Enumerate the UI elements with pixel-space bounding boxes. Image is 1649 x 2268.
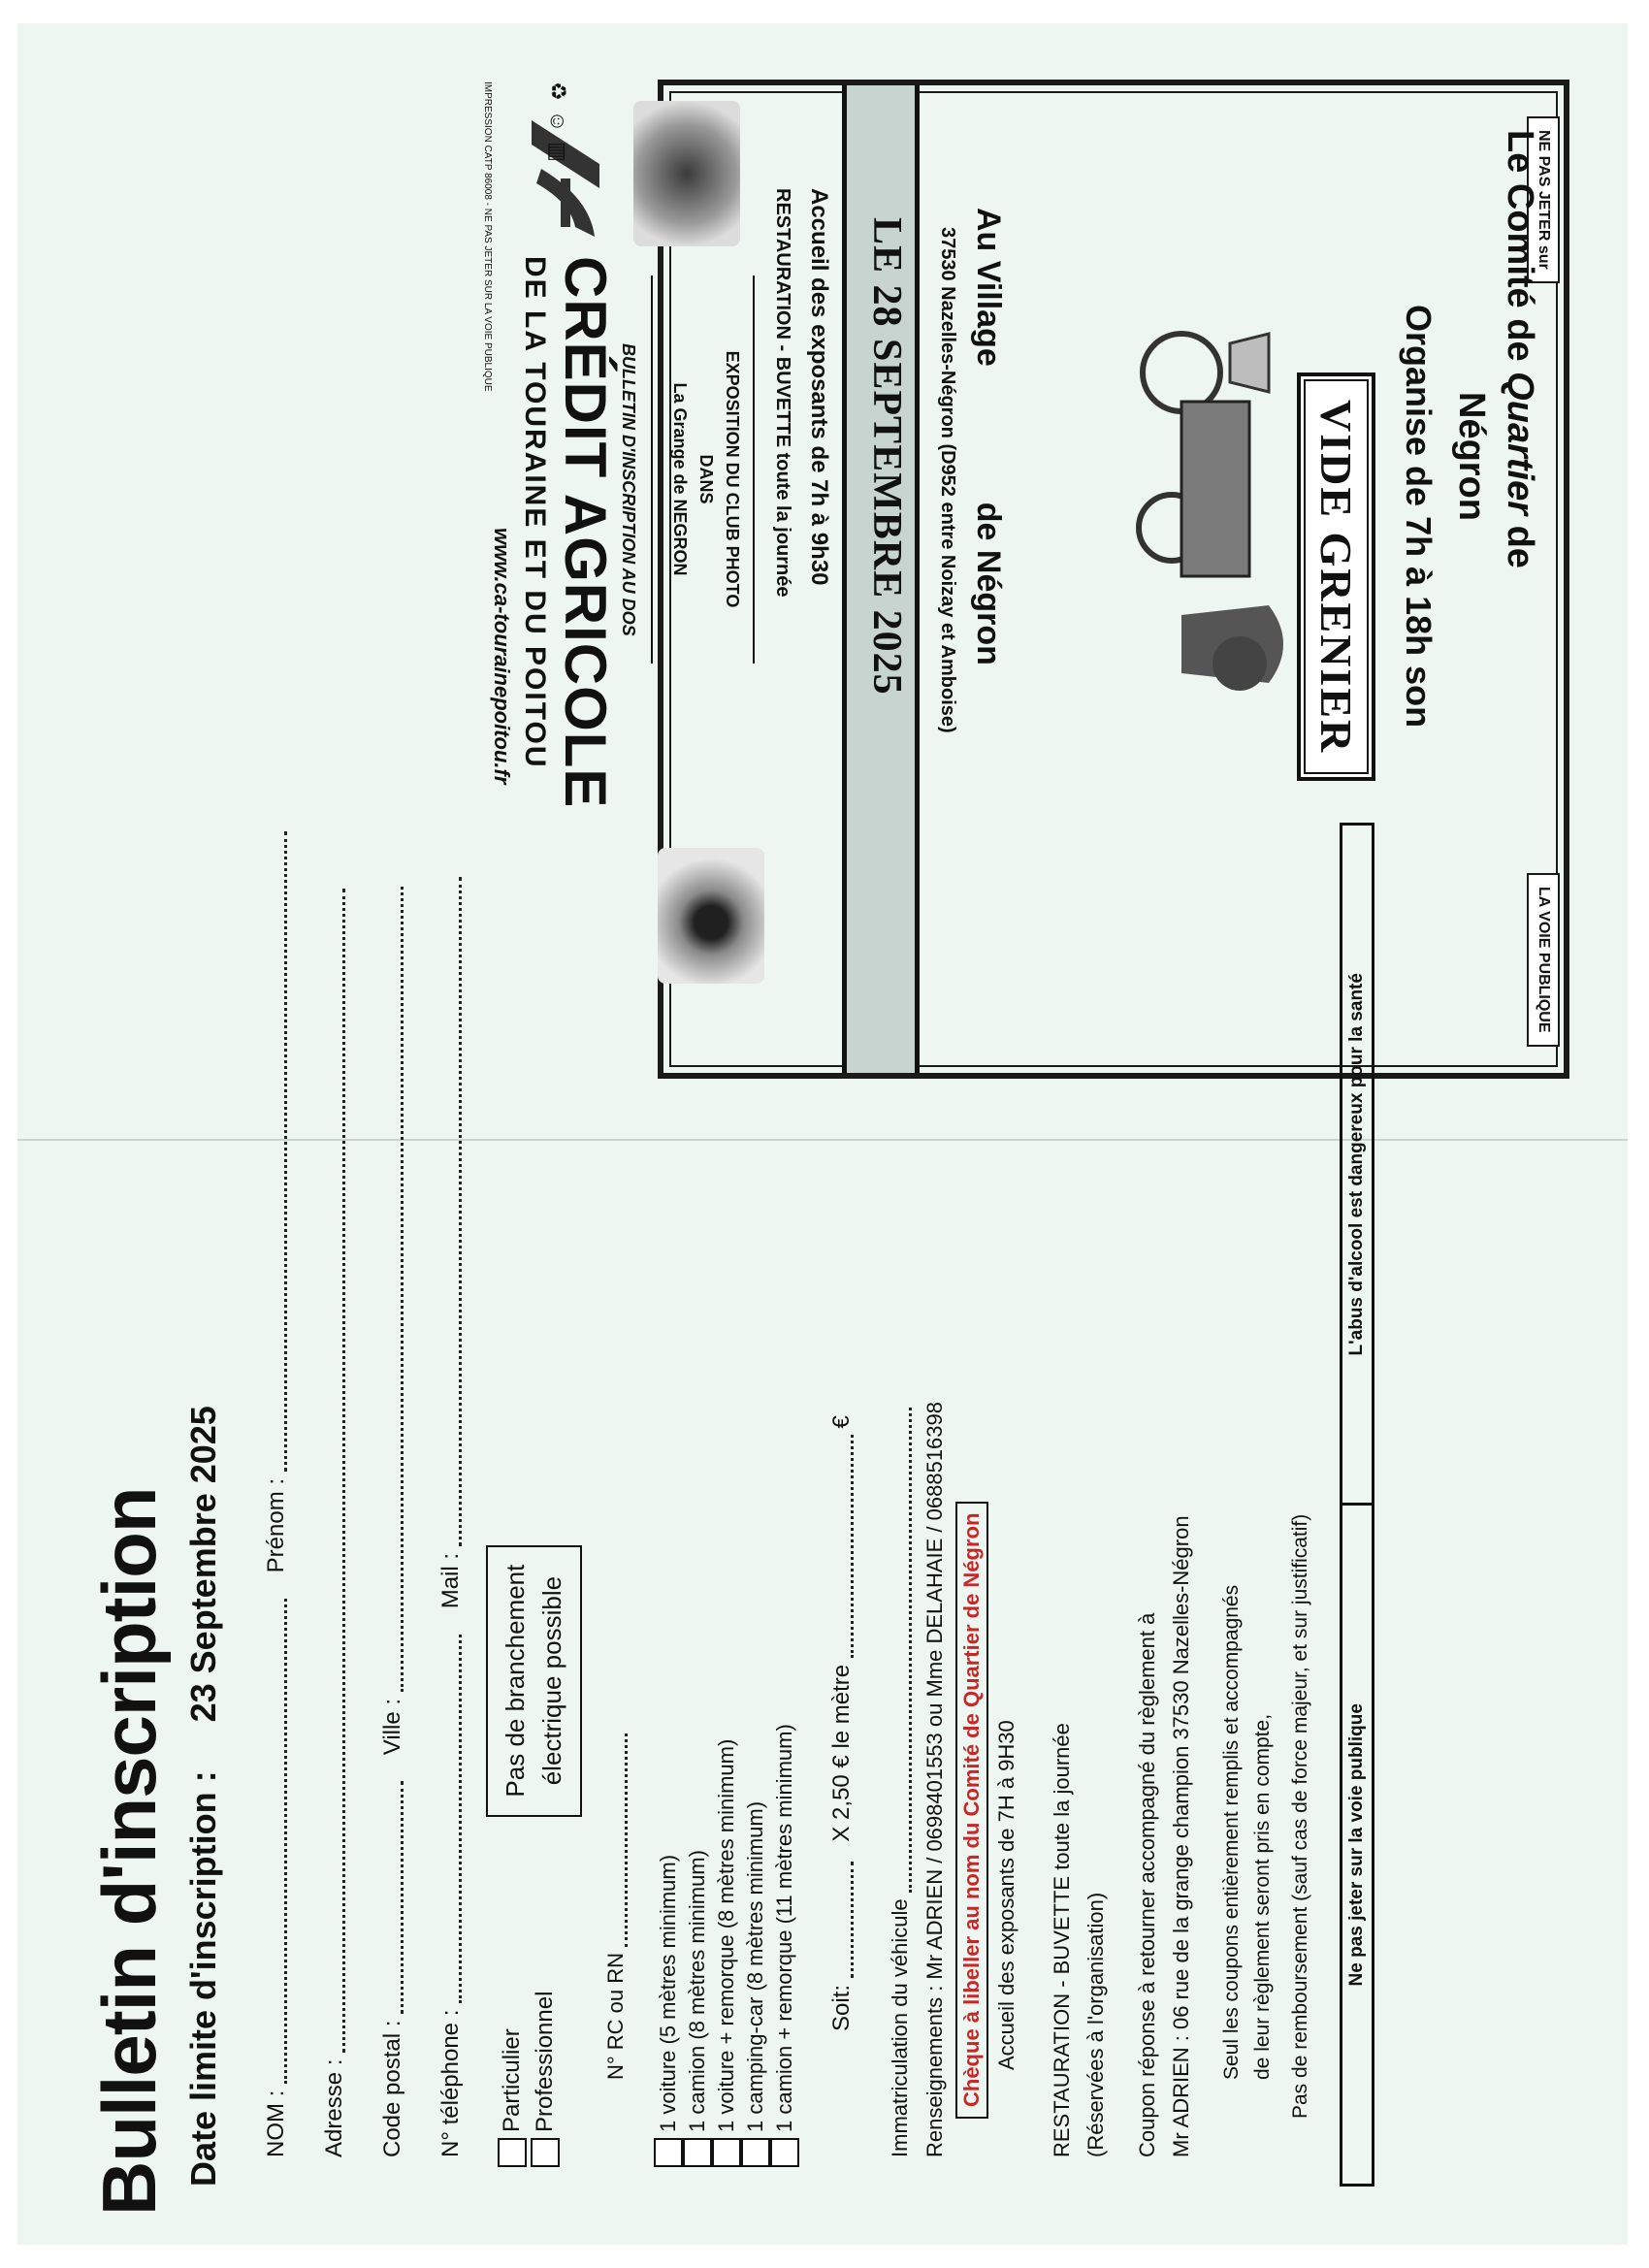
event-date: LE 28 SEPTEMBRE 2025 (864, 217, 909, 696)
ville-field[interactable] (383, 887, 404, 1692)
city-row: Code postal : Ville : (379, 819, 406, 2157)
rc-row: N° RC ou RN (603, 819, 629, 2080)
vehicle-list (654, 819, 799, 2225)
vehicle-option[interactable]: 1 camping-car (8 mètres minimum) (741, 819, 770, 2167)
particulier-checkbox[interactable] (498, 2138, 527, 2167)
bric-a-brac-illustration (1133, 314, 1308, 741)
adresse-field[interactable] (325, 889, 345, 2053)
tag-ne-pas-jeter: NE PAS JETER sur (1527, 116, 1560, 283)
professionnel-option[interactable]: Professionnel (529, 1992, 562, 2167)
price-row: Soit: X 2,50 € le mètre € (828, 1415, 856, 2031)
immatriculation-field[interactable] (891, 1408, 912, 1893)
restauration: RESTAURATION - BUVETTE toute la journée (1049, 1723, 1074, 2157)
vide-grenier-banner: VIDE GRENIER (1297, 373, 1375, 781)
scanned-sheet (17, 23, 1628, 2245)
bank-name: CRÉDIT AGRICOLE (553, 256, 618, 809)
form-title: Bulletin d'inscription (86, 1487, 172, 2216)
coffee-cup-photo (633, 101, 740, 246)
restauration-note: (Réservées à l'organisation) (1083, 1892, 1108, 2157)
flyer-exposition: EXPOSITION DU CLUB PHOTO DANS La Grange de NEGRON (670, 350, 742, 608)
coupon-instructions: Coupon réponse à retourner accompagné du règlement à (1135, 1612, 1160, 2157)
flyer-village: Au Villagede Négron (970, 208, 1007, 665)
vehicle-option[interactable]: 1 voiture + remorque (8 mètres minimum) (712, 819, 741, 2167)
vehicle-checkbox[interactable] (654, 2138, 683, 2167)
mail-field[interactable] (441, 877, 462, 1546)
flyer-bulletin-au-dos: BULLETIN D'INSCRIPTION AU DOS (619, 343, 638, 636)
nom-field[interactable] (267, 1599, 287, 2084)
flyer-accueil: Accueil des exposants de 7h à 9h30 (806, 188, 832, 586)
electric-notice: Pas de branchement électrique possible (486, 1545, 582, 1817)
vehicle-checkbox[interactable] (683, 2138, 712, 2167)
flyer-address: 37530 Nazelles-Négron (D952 entre Noizay et Amboise) (937, 227, 958, 733)
vehicle-checkbox[interactable] (712, 2138, 741, 2167)
cheque-notice: Chèque à libeller au nom du Comité de Quartier de Négron (955, 1502, 988, 2119)
separator (651, 275, 653, 664)
legal-notice: Seul les coupons entièrement remplis et accompagnés de leur règlement seront pris en compte, Pas de remboursement (sauf cas de force majeur, et sur justificatif) (1219, 1513, 1311, 2119)
vehicle-checkbox[interactable] (770, 2138, 799, 2167)
vehicle-option[interactable]: 1 voiture (5 mètres minimum) (654, 819, 683, 2167)
print-note: IMPRESSION CATP 86008 - NE PAS JETER SUR LA VOIE PUBLIQUE (482, 81, 493, 392)
vehicle-checkbox[interactable] (741, 2138, 770, 2167)
professionnel-checkbox[interactable] (531, 2138, 560, 2167)
immatriculation-row: Immatriculation du véhicule (883, 819, 917, 2157)
address-row: Adresse : (321, 819, 348, 2157)
name-row: NOM : Prénom : (263, 819, 290, 2157)
coupon-address: Mr ADRIEN : 06 rue de la grange champion 37530 Nazelles-Négron (1169, 1515, 1194, 2157)
flyer-title-line2: Négron (1451, 392, 1492, 521)
code-postal-field[interactable] (383, 1781, 404, 2014)
vehicle-option[interactable]: 1 camion (8 mètres minimum) (683, 819, 712, 2167)
registration-form-panel (47, 790, 1368, 2264)
footer-warning-bar: Ne pas jeter sur la voie publique L'abus d'alcool est dangereux pour la santé (1340, 823, 1374, 2187)
vehicle-option[interactable]: 1 camion + remorque (11 mètres minimum) (770, 819, 799, 2167)
bank-website: www.ca-tourainepoitou.fr (490, 528, 514, 785)
rc-field[interactable] (607, 1733, 628, 1947)
separator (753, 275, 755, 664)
bank-region: DE LA TOURAINE ET DU POITOU (519, 256, 551, 769)
total-field[interactable] (833, 1435, 854, 1658)
flyer-organise: Organise de 7h à 18h son (1399, 305, 1439, 729)
deadline: Date limite d'inscription : 23 Septembre 2025 (183, 1406, 223, 2187)
renseignements: Renseignements : Mr ADRIEN / 0698401553 ou Mme DELAHAIE / 0688516398 (922, 1401, 947, 2157)
flyer-restauration: RESTAURATION - BUVETTE toute la journée (772, 188, 793, 598)
telephone-field[interactable] (441, 1635, 462, 2003)
particulier-option[interactable]: Particulier (496, 1992, 529, 2167)
contact-row: N° téléphone : Mail : (437, 819, 465, 2157)
recycling-icons: ♻☺▥ (546, 81, 570, 172)
status-row (496, 819, 582, 2225)
metres-field[interactable] (833, 1862, 854, 1978)
accueil-exposants: Accueil des exposants de 7H à 9H30 (993, 1720, 1018, 2070)
prenom-field[interactable] (267, 831, 287, 1472)
tag-voie-publique: LA VOIE PUBLIQUE (1527, 873, 1560, 1047)
flyer-title: Le Comité de Quartier de (1500, 130, 1540, 568)
